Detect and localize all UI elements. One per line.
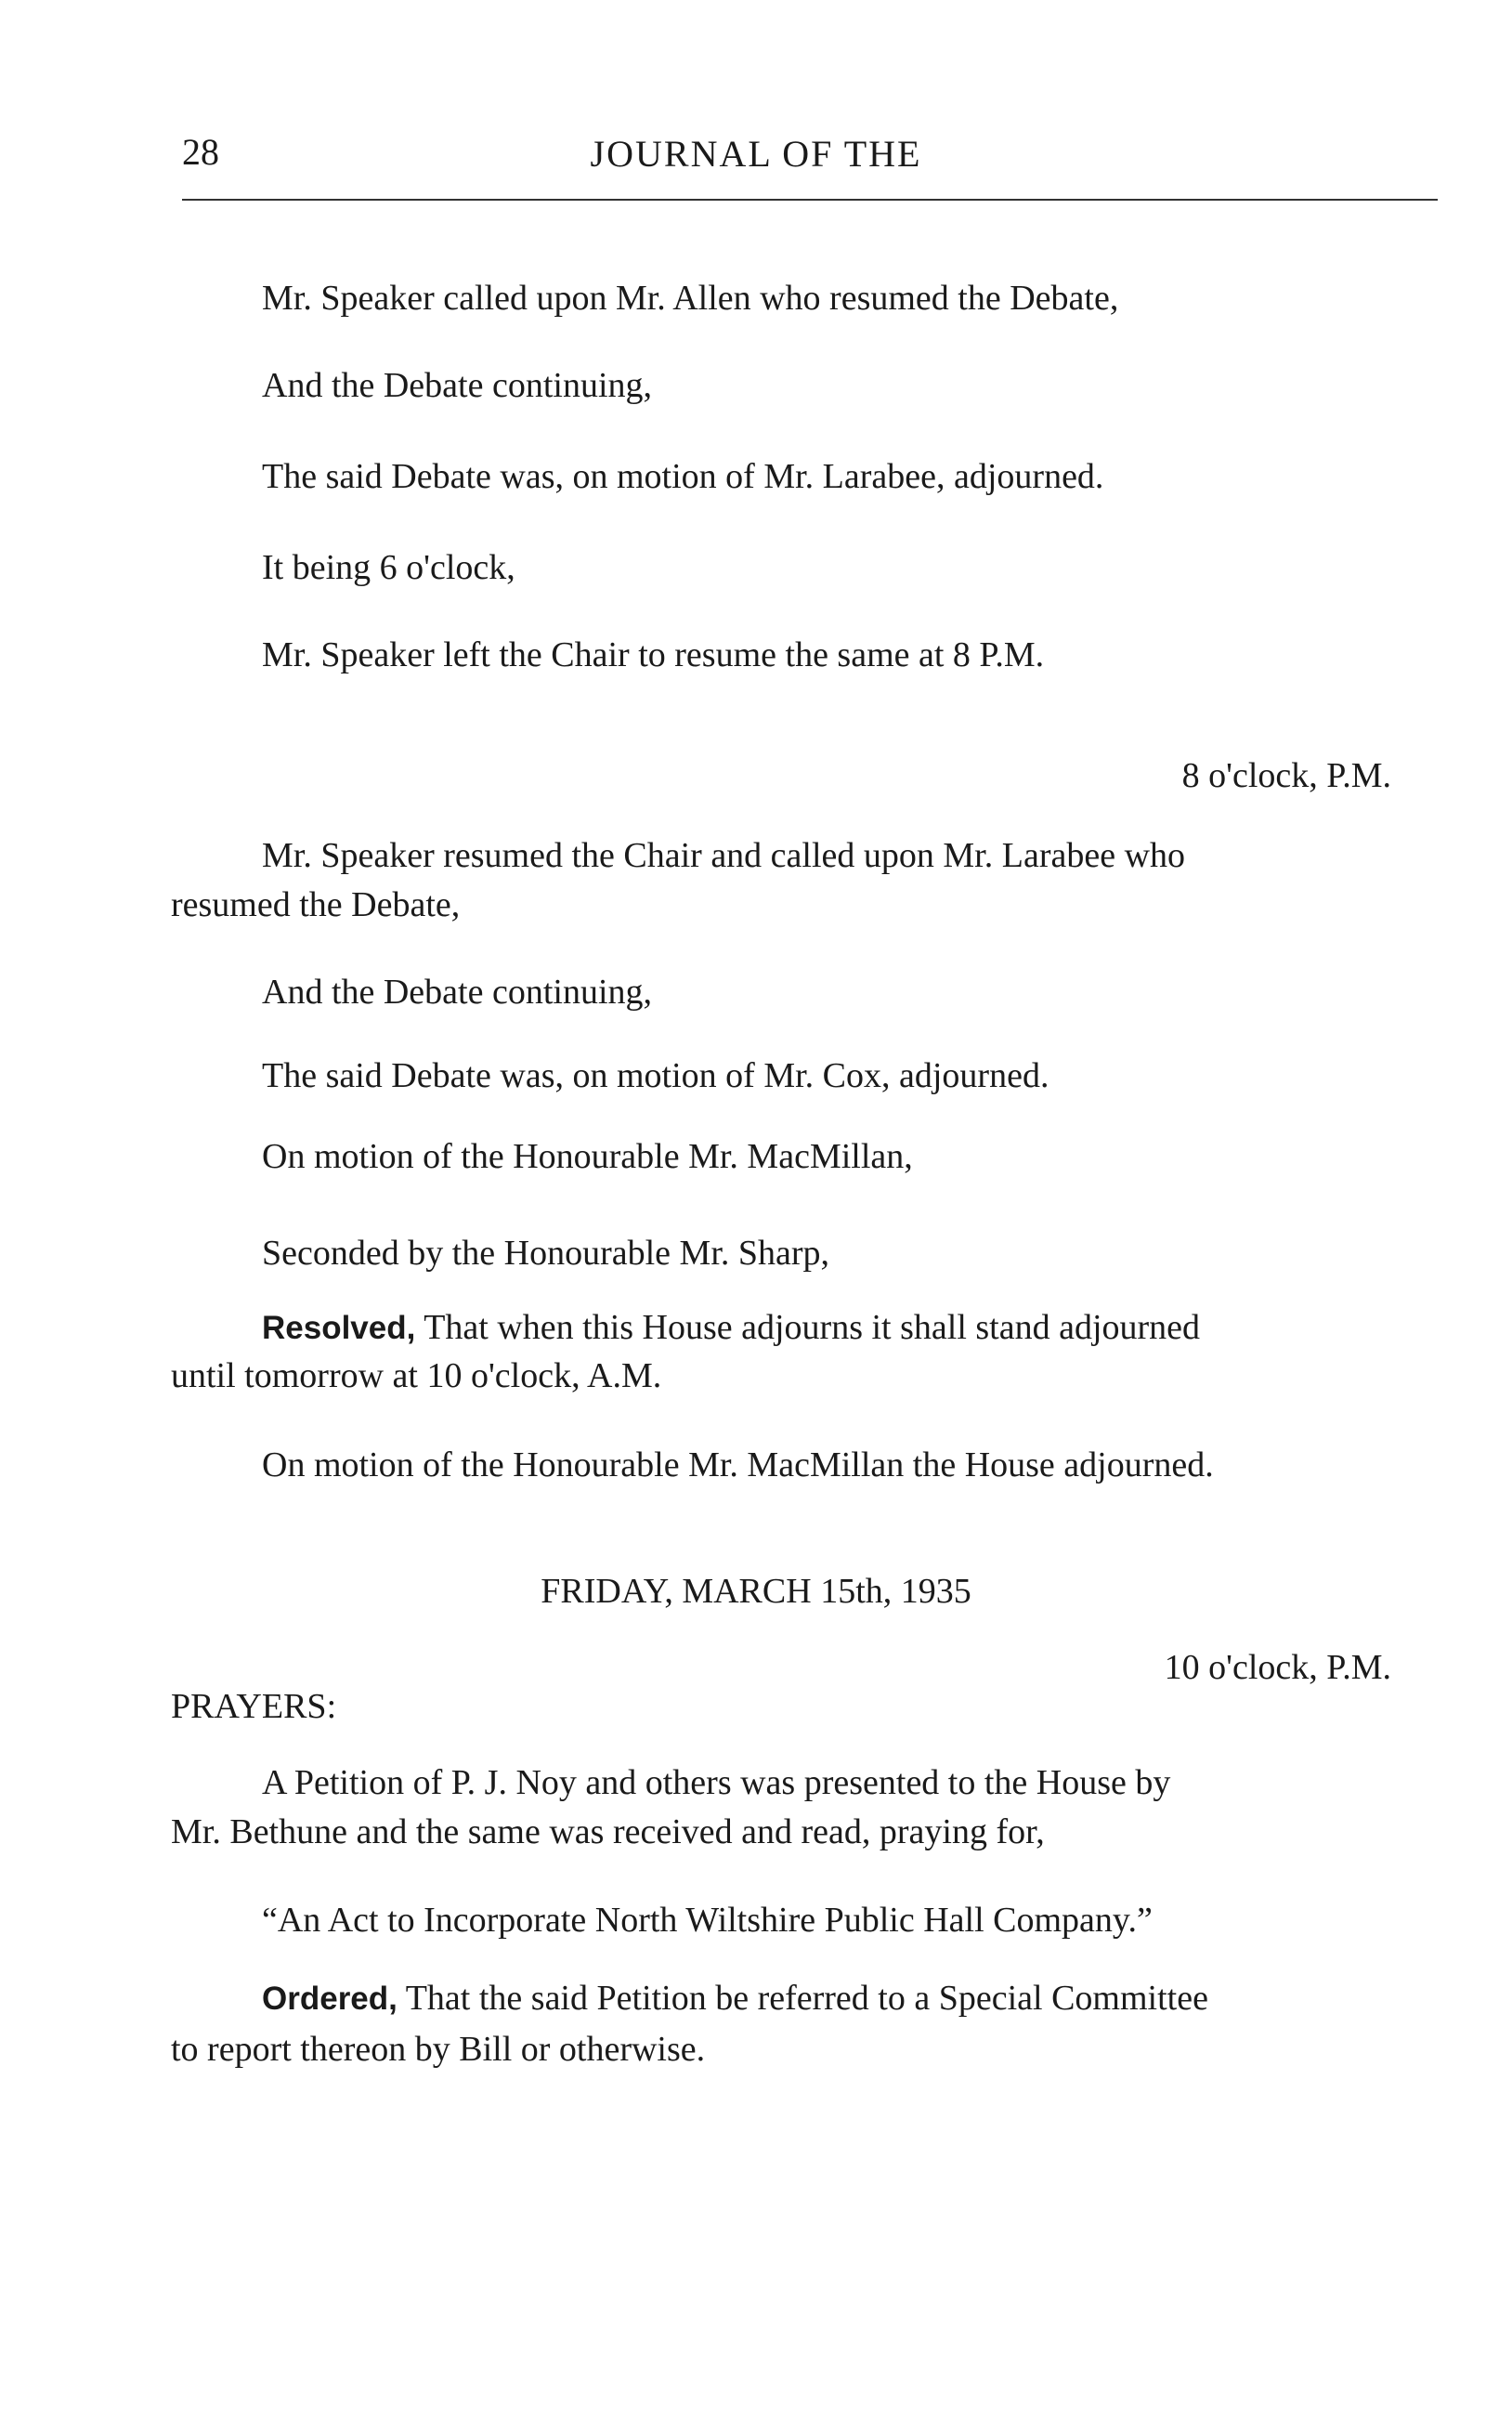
text-line: Seconded by the Honourable Mr. Sharp, bbox=[262, 1234, 830, 1273]
text-line: to report thereon by Bill or otherwise. bbox=[171, 2030, 706, 2069]
date-heading: FRIDAY, MARCH 15th, 1935 bbox=[541, 1572, 971, 1611]
prayers-heading: PRAYERS: bbox=[171, 1687, 337, 1726]
time-line: 10 o'clock, P.M. bbox=[1164, 1648, 1391, 1687]
page-number: 28 bbox=[182, 131, 219, 173]
text-line: It being 6 o'clock, bbox=[262, 548, 515, 587]
text-line: The said Debate was, on motion of Mr. Cox, adjourned. bbox=[262, 1056, 1049, 1095]
text-line: On motion of the Honourable Mr. MacMillan the House adjourned. bbox=[262, 1445, 1214, 1484]
order-line bbox=[262, 1981, 1208, 2016]
text-line: resumed the Debate, bbox=[171, 885, 461, 924]
text-line: A Petition of P. J. Noy and others was presented to the House by bbox=[262, 1763, 1171, 1802]
text-line: Mr. Bethune and the same was received and read, praying for, bbox=[171, 1812, 1045, 1851]
header-rule bbox=[182, 199, 1438, 201]
resolved-label: Resolved, bbox=[262, 1310, 416, 1346]
ordered-label: Ordered, bbox=[262, 1981, 398, 2017]
text-line: “An Act to Incorporate North Wiltshire Public Hall Company.” bbox=[262, 1901, 1153, 1940]
text-line: Mr. Speaker left the Chair to resume the same at 8 P.M. bbox=[262, 635, 1045, 674]
text-line: until tomorrow at 10 o'clock, A.M. bbox=[171, 1356, 662, 1395]
text-line: The said Debate was, on motion of Mr. Larabee, adjourned. bbox=[262, 457, 1104, 496]
text-line: And the Debate continuing, bbox=[262, 366, 653, 405]
time-line: 8 o'clock, P.M. bbox=[1181, 756, 1391, 795]
text-line: And the Debate continuing, bbox=[262, 973, 653, 1012]
text-line: Mr. Speaker called upon Mr. Allen who resumed the Debate, bbox=[262, 279, 1119, 318]
resolution-text: That when this House adjourns it shall stand adjourned bbox=[424, 1308, 1201, 1347]
running-title: JOURNAL OF THE bbox=[590, 133, 922, 175]
text-line: On motion of the Honourable Mr. MacMillan, bbox=[262, 1137, 913, 1176]
order-text: That the said Petition be referred to a Special Committee bbox=[405, 1979, 1208, 2018]
text-line: Mr. Speaker resumed the Chair and called upon Mr. Larabee who bbox=[262, 836, 1186, 875]
resolution-line bbox=[262, 1310, 1200, 1345]
